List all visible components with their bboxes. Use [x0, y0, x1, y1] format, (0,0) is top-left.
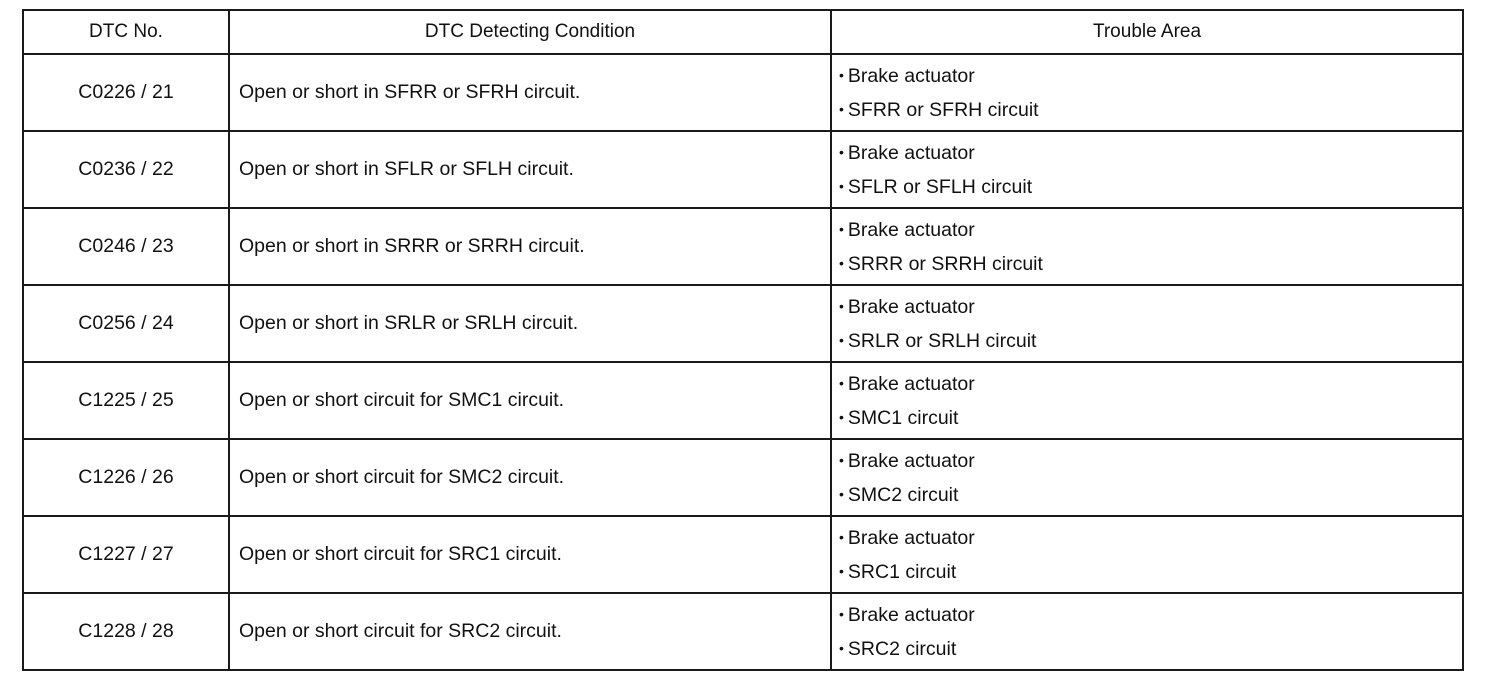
- trouble-area-item: [839, 290, 1462, 324]
- bullet-icon: •: [839, 605, 844, 622]
- dtc-table: [22, 9, 1464, 671]
- dtc-code: C0246 / 23: [23, 208, 229, 285]
- trouble-area-text: Brake actuator: [847, 372, 975, 395]
- dtc-code: C1227 / 27: [23, 516, 229, 593]
- header-detecting-condition: DTC Detecting Condition: [229, 10, 831, 54]
- trouble-area-item: [839, 93, 1462, 127]
- detecting-condition: Open or short in SRLR or SRLH circuit.: [229, 285, 831, 362]
- dtc-code: C1228 / 28: [23, 593, 229, 670]
- trouble-area-item: [839, 521, 1462, 555]
- detecting-condition: Open or short circuit for SMC2 circuit.: [229, 439, 831, 516]
- bullet-icon: •: [839, 485, 844, 502]
- trouble-area-item: [839, 247, 1462, 281]
- trouble-area-text: SMC1 circuit: [847, 406, 959, 429]
- table-row: [23, 593, 1463, 670]
- detecting-condition: Open or short circuit for SRC1 circuit.: [229, 516, 831, 593]
- detecting-condition: Open or short in SFRR or SFRH circuit.: [229, 54, 831, 131]
- trouble-area-item: [839, 324, 1462, 358]
- trouble-area-item: [839, 367, 1462, 401]
- trouble-area-text: SFRR or SFRH circuit: [847, 98, 1039, 121]
- trouble-area: [831, 208, 1463, 285]
- trouble-area-item: [839, 213, 1462, 247]
- table-row: [23, 285, 1463, 362]
- dtc-code: C1226 / 26: [23, 439, 229, 516]
- trouble-area-text: SRLR or SRLH circuit: [847, 329, 1037, 352]
- trouble-area: [831, 285, 1463, 362]
- detecting-condition: Open or short circuit for SMC1 circuit.: [229, 362, 831, 439]
- trouble-area: [831, 516, 1463, 593]
- trouble-area-text: SRC1 circuit: [847, 560, 957, 583]
- trouble-area: [831, 439, 1463, 516]
- trouble-area: [831, 362, 1463, 439]
- table-row: [23, 439, 1463, 516]
- detecting-condition: Open or short in SRRR or SRRH circuit.: [229, 208, 831, 285]
- bullet-icon: •: [839, 143, 844, 160]
- detecting-condition: Open or short in SFLR or SFLH circuit.: [229, 131, 831, 208]
- trouble-area: [831, 54, 1463, 131]
- table-row: [23, 208, 1463, 285]
- trouble-area-text: Brake actuator: [847, 141, 975, 164]
- dtc-code: C0236 / 22: [23, 131, 229, 208]
- table-row: [23, 54, 1463, 131]
- trouble-area-text: Brake actuator: [847, 526, 975, 549]
- table-row: [23, 362, 1463, 439]
- trouble-area-item: [839, 478, 1462, 512]
- trouble-area-item: [839, 598, 1462, 632]
- header-row: [23, 10, 1463, 54]
- header-trouble-area: Trouble Area: [831, 10, 1463, 54]
- trouble-area-text: Brake actuator: [847, 218, 975, 241]
- trouble-area-item: [839, 59, 1462, 93]
- trouble-area-item: [839, 444, 1462, 478]
- bullet-icon: •: [839, 220, 844, 237]
- bullet-icon: •: [839, 331, 844, 348]
- trouble-area-text: Brake actuator: [847, 603, 975, 626]
- detecting-condition: Open or short circuit for SRC2 circuit.: [229, 593, 831, 670]
- trouble-area-item: [839, 632, 1462, 666]
- trouble-area-item: [839, 555, 1462, 589]
- bullet-icon: •: [839, 374, 844, 391]
- bullet-icon: •: [839, 177, 844, 194]
- trouble-area-text: SFLR or SFLH circuit: [847, 175, 1033, 198]
- bullet-icon: •: [839, 639, 844, 656]
- trouble-area-text: SRRR or SRRH circuit: [847, 252, 1043, 275]
- bullet-icon: •: [839, 297, 844, 314]
- trouble-area-item: [839, 170, 1462, 204]
- trouble-area-text: Brake actuator: [847, 449, 975, 472]
- bullet-icon: •: [839, 528, 844, 545]
- bullet-icon: •: [839, 66, 844, 83]
- bullet-icon: •: [839, 562, 844, 579]
- bullet-icon: •: [839, 100, 844, 117]
- trouble-area: [831, 593, 1463, 670]
- trouble-area-text: SRC2 circuit: [847, 637, 957, 660]
- trouble-area-item: [839, 401, 1462, 435]
- bullet-icon: •: [839, 408, 844, 425]
- table-header: [23, 10, 1463, 54]
- bullet-icon: •: [839, 451, 844, 468]
- trouble-area: [831, 131, 1463, 208]
- trouble-area-text: SMC2 circuit: [847, 483, 959, 506]
- dtc-code: C0226 / 21: [23, 54, 229, 131]
- header-dtc-no: DTC No.: [23, 10, 229, 54]
- dtc-code: C1225 / 25: [23, 362, 229, 439]
- table-row: [23, 131, 1463, 208]
- table-row: [23, 516, 1463, 593]
- bullet-icon: •: [839, 254, 844, 271]
- dtc-code: C0256 / 24: [23, 285, 229, 362]
- trouble-area-text: Brake actuator: [847, 64, 975, 87]
- trouble-area-item: [839, 136, 1462, 170]
- table-body: [23, 54, 1463, 670]
- trouble-area-text: Brake actuator: [847, 295, 975, 318]
